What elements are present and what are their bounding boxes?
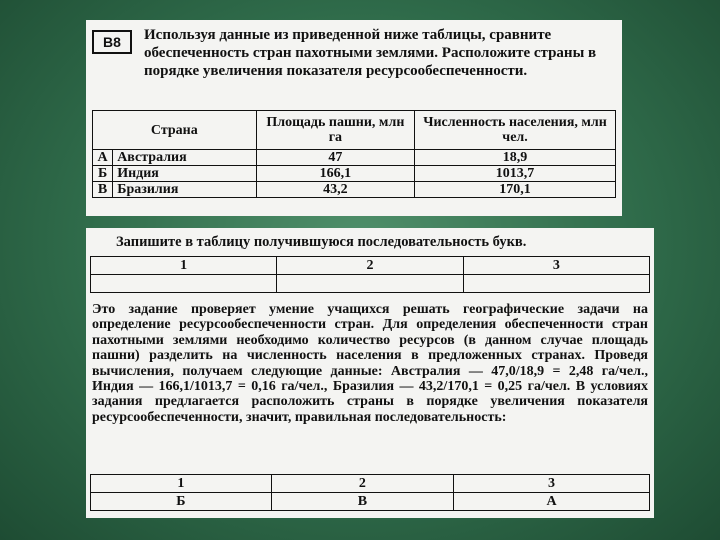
answer-letter: В bbox=[271, 493, 453, 511]
row-area: 47 bbox=[256, 150, 414, 166]
sequence-answer-cell[interactable] bbox=[277, 275, 463, 293]
row-population: 18,9 bbox=[415, 150, 616, 166]
sequence-table bbox=[90, 256, 650, 293]
row-letter: А bbox=[93, 150, 113, 166]
header-population: Численность населения, млн чел. bbox=[415, 111, 616, 150]
data-table bbox=[92, 110, 616, 198]
table-row bbox=[91, 257, 650, 275]
row-country: Индия bbox=[113, 166, 257, 182]
solution-panel bbox=[86, 228, 654, 518]
task-label: В8 bbox=[92, 30, 132, 54]
sequence-answer-cell[interactable] bbox=[91, 275, 277, 293]
answer-letter: А bbox=[454, 493, 650, 511]
sequence-position: 2 bbox=[277, 257, 463, 275]
header-country: Страна bbox=[93, 111, 257, 150]
sequence-position: 1 bbox=[91, 257, 277, 275]
row-area: 166,1 bbox=[256, 166, 414, 182]
row-country: Бразилия bbox=[113, 182, 257, 198]
table-row bbox=[93, 150, 616, 166]
table-row bbox=[91, 493, 650, 511]
row-letter: Б bbox=[93, 166, 113, 182]
answer-position: 1 bbox=[91, 475, 272, 493]
row-area: 43,2 bbox=[256, 182, 414, 198]
table-row bbox=[93, 182, 616, 198]
task-panel bbox=[86, 20, 622, 216]
sequence-position: 3 bbox=[463, 257, 649, 275]
row-country: Австралия bbox=[113, 150, 257, 166]
answer-table bbox=[90, 474, 650, 511]
answer-letter: Б bbox=[91, 493, 272, 511]
header-area: Площадь пашни, млн га bbox=[256, 111, 414, 150]
sequence-answer-cell[interactable] bbox=[463, 275, 649, 293]
answer-position: 3 bbox=[454, 475, 650, 493]
table-header-row bbox=[93, 111, 616, 150]
table-row bbox=[93, 166, 616, 182]
table-row bbox=[91, 475, 650, 493]
row-population: 170,1 bbox=[415, 182, 616, 198]
task-text: Используя данные из приведенной ниже таблицы, сравните обеспеченность стран пахотными землями. Расположите страны в порядке увеличения показателя ресурсообеспеченности. bbox=[144, 27, 597, 79]
instruction-text: Запишите в таблицу получившуюся последовательность букв. bbox=[116, 234, 527, 250]
answer-position: 2 bbox=[271, 475, 453, 493]
table-row bbox=[91, 275, 650, 293]
row-letter: В bbox=[93, 182, 113, 198]
row-population: 1013,7 bbox=[415, 166, 616, 182]
explanation-text: Это задание проверяет умение учащихся решать географические задачи на определение ресурсообеспеченности стран. Для определения обеспеченности стран пахотными землями необходимо количество ресурсов (в данном случае площадь пашни) разделить на численность населения в предложенных странах. Проведя вычисления, получаем следующие данные: Австралия — 47,0/18,9 = 2,48 га/чел., Индия — 166,1/1013,7 = 0,16 га/чел., Бразилия — 43,2/170,1 = 0,25 га/чел. В условиях задания предлагается расположить страны в порядке увеличения показателя ресурсообеспеченности, значит, правильная последовательность: bbox=[92, 302, 648, 425]
